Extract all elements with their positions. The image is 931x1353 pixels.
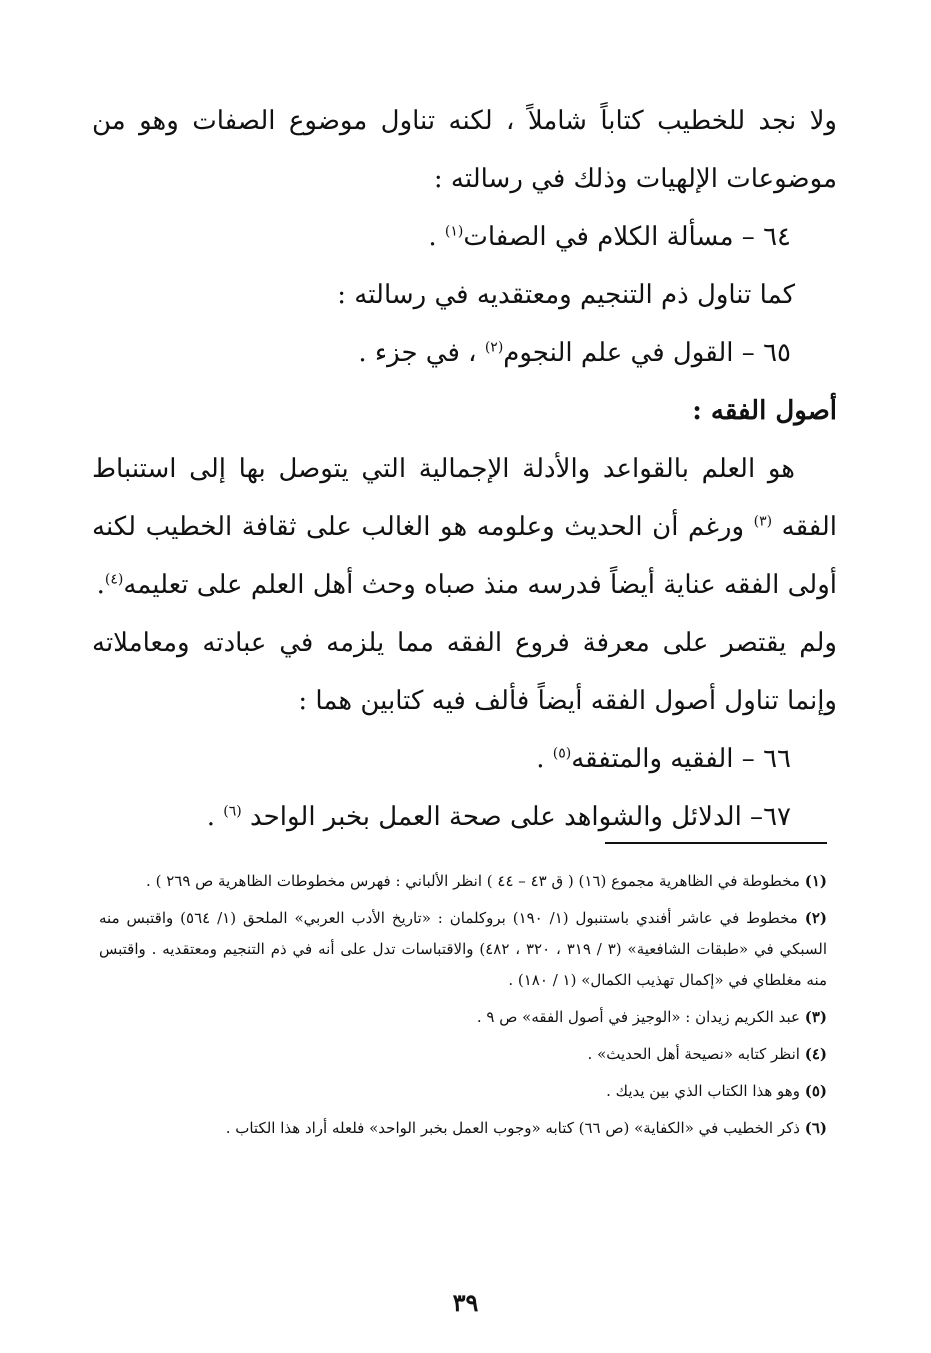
footnote-number: (٤): [804, 1045, 827, 1063]
item-66-end: .: [536, 744, 553, 774]
item-64-title: ٦٤ – مسألة الكلام في الصفات: [463, 222, 791, 252]
footnote-6: [99, 1113, 827, 1144]
definition-end: .: [96, 570, 105, 600]
footnote-text: انظر كتابه «نصيحة أهل الحديث» .: [587, 1045, 805, 1063]
footnote-ref-3[interactable]: (٣): [753, 513, 773, 530]
paragraph-astrology: كما تناول ذم التنجيم ومعتقديه في رسالته :: [337, 280, 795, 310]
footnote-5: [99, 1076, 827, 1107]
paragraph-definition: [92, 440, 837, 614]
item-67-title: ٦٧– الدلائل والشواهد على صحة العمل بخبر الواحد: [250, 802, 791, 832]
footnote-ref-6[interactable]: (٦): [223, 803, 242, 820]
footnote-separator: [605, 842, 827, 844]
list-item-67: [92, 788, 837, 846]
footnote-1: [99, 866, 827, 897]
footnote-number: (١): [804, 872, 827, 890]
paragraph-intro: ولا نجد للخطيب كتاباً شاملاً ، لكنه تناول موضوع الصفات وهو من موضوعات الإلهيات وذلك في رسالته :: [92, 106, 837, 194]
footnote-text: مخطوط في عاشر أفندي باستنبول (١/ ١٩٠) بروكلمان : «تاريخ الأدب العربي» الملحق (١/ ٥٦٤) واقتبس منه السبكي في «طبقات الشافعية» (٣ / ٣١٩ ، ٣٢٠ ، ٤٨٢) والاقتباسات تدل على أنه في ذم التنجيم ومعتقديه . واقتبس منه مغلطاي في «إكمال تهذيب الكمال» (١ / ١٨٠) .: [99, 909, 828, 989]
item-64-end: .: [428, 222, 445, 252]
footnote-2: [99, 903, 827, 996]
page-number: ٣٩: [452, 1288, 479, 1317]
footnote-text: ذكر الخطيب في «الكفاية» (ص ٦٦) كتابه «وجوب العمل بخبر الواحد» فلعله أراد هذا الكتاب .: [225, 1119, 805, 1137]
definition-text-a: هو العلم بالقواعد والأدلة الإجمالية التي يتوصل بها إلى استنباط الفقه: [92, 454, 838, 542]
footnote-3: [99, 1002, 827, 1033]
item-65-title: ٦٥ – القول في علم النجوم: [503, 338, 791, 368]
item-66-title: ٦٦ – الفقيه والمتفقه: [571, 744, 791, 774]
paragraph-books: ولم يقتصر على معرفة فروع الفقه مما يلزمه في عبادته ومعاملاته وإنما تناول أصول الفقه أيضاً فألف فيه كتابين هما :: [92, 628, 837, 716]
footnote-4: [99, 1039, 827, 1070]
footnote-text: عبد الكريم زيدان : «الوجيز في أصول الفقه» ص ٩ .: [476, 1008, 805, 1026]
list-item-66: [92, 730, 837, 788]
footnote-ref-2[interactable]: (٢): [484, 339, 504, 356]
footnote-ref-1[interactable]: (١): [444, 223, 464, 240]
item-65-end: ، في جزء .: [358, 338, 485, 368]
list-item-64: [92, 208, 837, 266]
item-67-end: .: [206, 802, 224, 832]
section-heading: أصول الفقه :: [692, 396, 837, 426]
definition-text-b: ورغم أن الحديث وعلومه هو الغالب على ثقافة الخطيب لكنه أولى الفقه عناية أيضاً فدرسه منذ صباه وحث أهل العلم على تعليمه: [92, 512, 837, 600]
footnote-number: (٦): [804, 1119, 827, 1137]
footnote-number: (٣): [804, 1008, 827, 1026]
footnote-ref-4[interactable]: (٤): [104, 571, 124, 588]
footnote-number: (٥): [804, 1082, 827, 1100]
main-text: [92, 92, 837, 846]
footnote-ref-5[interactable]: (٥): [552, 745, 572, 762]
footnote-text: مخطوطة في الظاهرية مجموع (١٦) ( ق ٤٣ – ٤٤ ) انظر الألباني : فهرس مخطوطات الظاهرية ص ٢٦٩ ) .: [146, 872, 805, 890]
footnotes: [99, 866, 827, 1150]
list-item-65: [92, 324, 837, 382]
footnote-number: (٢): [804, 909, 828, 927]
footnote-text: وهو هذا الكتاب الذي بين يديك .: [606, 1082, 805, 1100]
